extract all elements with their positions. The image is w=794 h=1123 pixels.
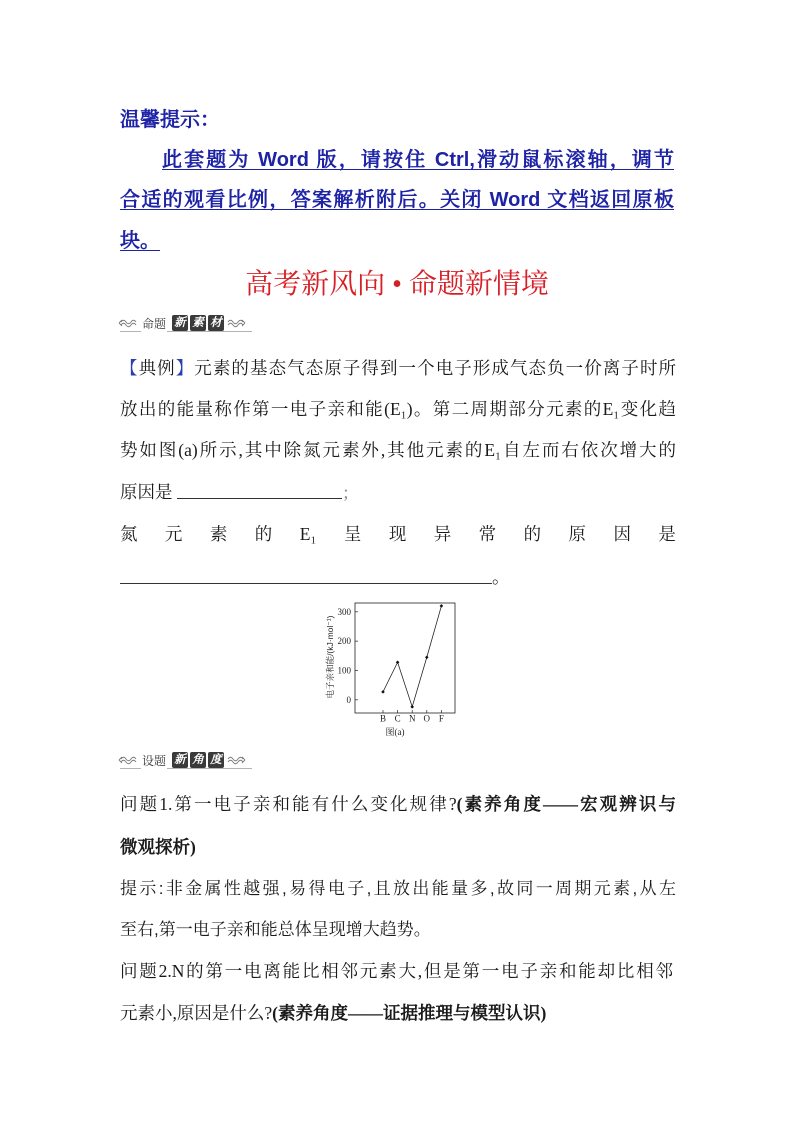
example-line-4 [120,479,676,505]
example-line-1-text: 元素的基态气态原子得到一个电子形成气态负一价离子时所 [194,358,676,378]
y-tick-label: 0 [346,694,351,705]
flourish-left-icon [118,754,138,766]
chart-caption: 图(a) [385,727,405,737]
notice-heading: 温馨提示： [120,109,220,131]
example-token: E₁ [299,524,317,544]
example-token: 的 [254,524,273,544]
example-line-6 [120,564,676,590]
question-1-line-2: 微观探析) [120,837,196,857]
banner-box: 素 [190,315,206,331]
example-line-3: 势如图(a)所示,其中除氮元素外,其他元素的E₁自左而右依次增大的 [120,440,676,460]
example-line-2: 放出的能量称作第一电子亲和能(E₁)。第二周期部分元素的E₁变化趋 [120,399,676,419]
y-tick-label: 100 [337,665,351,676]
banner-label: 设题 [142,753,167,768]
banner-box: 度 [208,752,224,768]
example-token: 异 [433,524,452,544]
series-line [383,606,441,707]
example-token: 原 [568,524,587,544]
example-tag: 典例 [138,358,176,378]
example-tag-close: 】 [175,358,195,378]
electron-affinity-chart [315,598,465,743]
plot-frame [355,603,455,713]
example-token: 因 [613,524,631,544]
hint-1-line-2: 至右,第一电子亲和能总体呈现增大趋势。 [120,920,431,939]
notice-line-1: 此套题为 Word 版，请按住 Ctrl,滑动鼠标滚轴，调节 [162,149,674,171]
question-1-line-1 [120,791,676,817]
data-point-B [381,690,385,694]
data-point-C [396,660,400,664]
answer-blank-1 [177,479,342,499]
example-line-4-text: 原因是 [120,482,173,502]
example-line-6-suffix: 。 [492,567,510,587]
question-1-text: 问题1.第一电子亲和能有什么变化规律? [120,794,457,814]
data-point-N [410,705,414,709]
flourish-right-icon [226,317,246,329]
example-tag-open: 【 [120,358,139,378]
example-line-5 [120,521,676,547]
banner-new-material [118,313,254,333]
answer-blank-2 [120,564,492,584]
x-tick-label-F: F [438,713,444,724]
page-title: 高考新风向 • 命题新情境 [245,269,549,300]
example-token: 呈 [343,524,362,544]
data-point-F [440,604,444,608]
example-token: 素 [209,524,228,544]
banner-box: 新 [172,315,188,331]
example-token: 现 [388,524,407,544]
question-2-line-2 [120,1000,676,1026]
question-2-line-1: 问题2.N的第一电离能比相邻元素大,但是第一电子亲和能却比相邻 [120,961,673,981]
example-token: 常 [478,524,497,544]
banner-new-angle [118,750,254,770]
banner-box: 角 [190,752,206,768]
example-line-4-suffix: ; [343,482,349,502]
banner-label: 命题 [142,316,167,331]
flourish-right-icon [226,754,246,766]
banner-rule [120,768,252,769]
x-tick-label-O: O [423,713,431,724]
flourish-left-icon [118,317,138,329]
banner-rule [120,331,252,332]
example-token: 氮 [120,524,138,544]
example-token: 的 [523,524,542,544]
example-token: 元 [164,524,183,544]
x-tick-label-B: B [379,713,387,724]
y-tick-label: 200 [337,636,351,647]
y-tick-label: 300 [337,606,351,617]
x-tick-label-C: C [394,713,401,724]
x-tick-label-N: N [408,713,416,724]
question-2-text: 元素小,原因是什么? [120,1003,273,1023]
banner-box: 新 [172,752,188,768]
example-line-1 [120,355,676,381]
notice-line-3: 块。 [120,230,160,252]
y-axis-label: 电子亲和能/(kJ·mol⁻¹) [325,615,335,699]
question-1-competency: (素养角度——宏观辨识与 [456,794,676,814]
question-2-competency: (素养角度——证据推理与模型认识) [272,1003,547,1023]
example-token: 是 [658,524,676,544]
banner-box: 材 [208,315,224,331]
hint-1-line-1: 提示:非金属性越强,易得电子,且放出能量多,故同一周期元素,从左 [120,879,676,898]
data-point-O [425,655,429,659]
notice-line-2: 合适的观看比例，答案解析附后。关闭 Word 文档返回原板 [120,189,674,211]
